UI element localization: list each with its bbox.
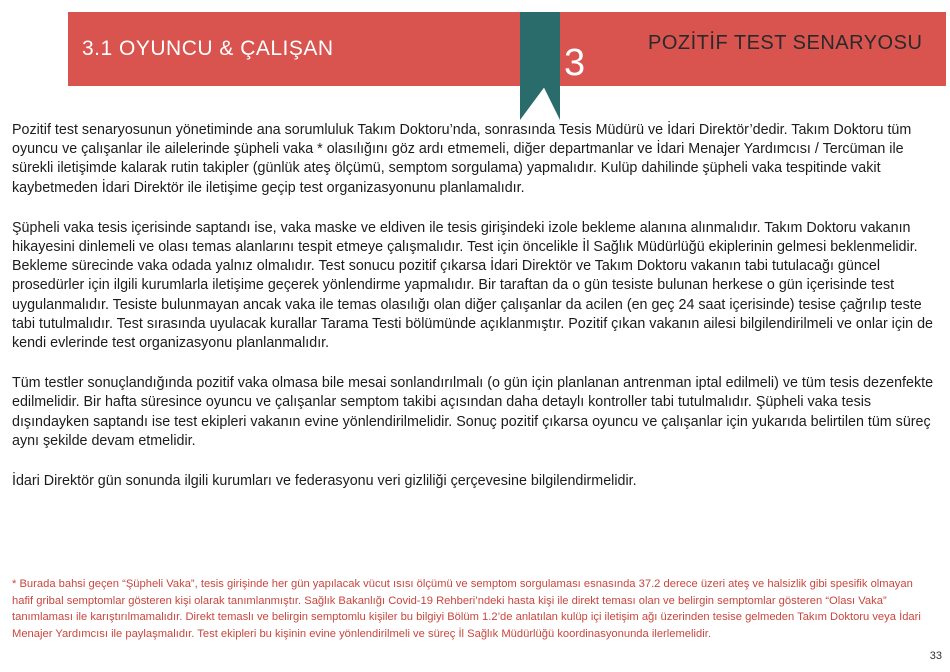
page-number: 33: [929, 650, 942, 662]
chapter-header: [68, 12, 946, 86]
paragraph: Şüpheli vaka tesis içerisinde saptandı ise, vaka maske ve eldiven ile tesis girişindeki izole bekleme alanına alınmalıdır. Takım Doktoru vakanın hikayesini dinlemeli ve olası temas alanlarını tespit etmeye çalışmalıdır. Test için öncelikle İl Sağlık Müdürlüğü ekiplerinin gelmesi beklenmelidir. Bekleme sürecinde vaka odada yalnız olmalıdır. Test sonucu pozitif çıkarsa İdari Direktör ve Takım Doktoru vakanın tabi tutulacağı güncel prosedürler için ilgili kurumlarla iletişime geçerek yönlendirme yapmalıdır. Bir taraftan da o gün tesiste bulunan herkese o gün içerisinde test uygulanmalıdır. Tesiste bulunmayan ancak vaka ile temas olasılığı olan diğer çalışanlar da acilen (en geç 24 saat içerisinde) tesise çağrılıp teste tabi tutulmalıdır. Test sırasında uyulacak kurallar Tarama Testi bölümünde açıklanmıştır. Pozitif çıkan vakanın ailesi bilgilendirilmeli ve onlar için de kendi evlerinde test organizasyonu planlanmalıdır.: [12, 219, 934, 352]
chapter-title: POZİTİF TEST SENARYOSU: [648, 32, 923, 54]
footnote: * Burada bahsi geçen “Şüpheli Vaka”, tesis girişinde her gün yapılacak vücut ısısı ölçümü ve semptom sorgulaması esnasında 37.2 derece üzeri ateş ve halsizlik gibi spesifik olmayan hafif gribal semptomlar gösteren kişi olarak tanımlanmıştır. Sağlık Bakanlığı Covid-19 Rehberi’ndeki hasta kişi ile direkt teması olan ve belirgin semptomlar gösteren “Olası Vaka” tanımlaması ile karıştırılmamalıdır. Direkt temaslı ve belirgin semptomlu kişiler bu bilgiyi Bölüm 1.2’de anlatılan kulüp içi iletişim ağı üzerinden tesise gelmeden Takım Doktoru veya İdari Menajer Yardımcısı ile paylaşmalıdır. Test ekipleri bu kişinin evine yönlendirilmeli ve süreç İl Sağlık Müdürlüğü koordinasyonunda ilerlemelidir.: [12, 578, 921, 640]
paragraph: Pozitif test senaryosunun yönetiminde ana sorumluluk Takım Doktoru’nda, sonrasında Tesis Müdürü ve İdari Direktör’dedir. Takım Doktoru tüm oyuncu ve çalışanlar ile ailelerinde şüpheli vaka * olasılığını göz ardı etmemeli, diğer departmanlar ve İdari Menajer Yardımcısı / Tercüman ile sürekli iletişimde kalarak rutin takipler (günlük ateş ölçümü, semptom sorgulama) yapmalıdır. Kulüp dahilinde şüpheli vaka tespitinde vakit kaybetmeden İdari Direktör ile iletişime geçip test organizasyonunu planlamalıdır.: [12, 122, 912, 196]
section-label: 3.1 OYUNCU & ÇALIŞAN: [82, 37, 334, 60]
section-banner: [68, 12, 528, 86]
chapter-number: 3: [564, 42, 586, 84]
paragraph: Tüm testler sonuçlandığında pozitif vaka olmasa bile mesai sonlandırılmalı (o gün için planlanan antrenman iptal edilmeli) ve tüm tesis dezenfekte edilmelidir. Bir hafta süresince oyuncu ve çalışanlar semptom takibi açısından daha detaylı kontroller tabi tutulmalıdır. Şüpheli vaka tesis dışındayken saptandı ise test ekipleri vakanın evine yönlendirilmelidir. Sonuç pozitif çıkarsa oyuncu ve çalışanlar için yukarıda belirtilen tüm süreç aynı şekilde devam etmelidir.: [12, 375, 934, 449]
paragraph: İdari Direktör gün sonunda ilgili kurumları ve federasyonu veri gizliliği çerçevesine bilgilendirmelidir.: [12, 473, 637, 490]
bookmark-ribbon: [520, 12, 560, 120]
body-text: [12, 121, 937, 512]
